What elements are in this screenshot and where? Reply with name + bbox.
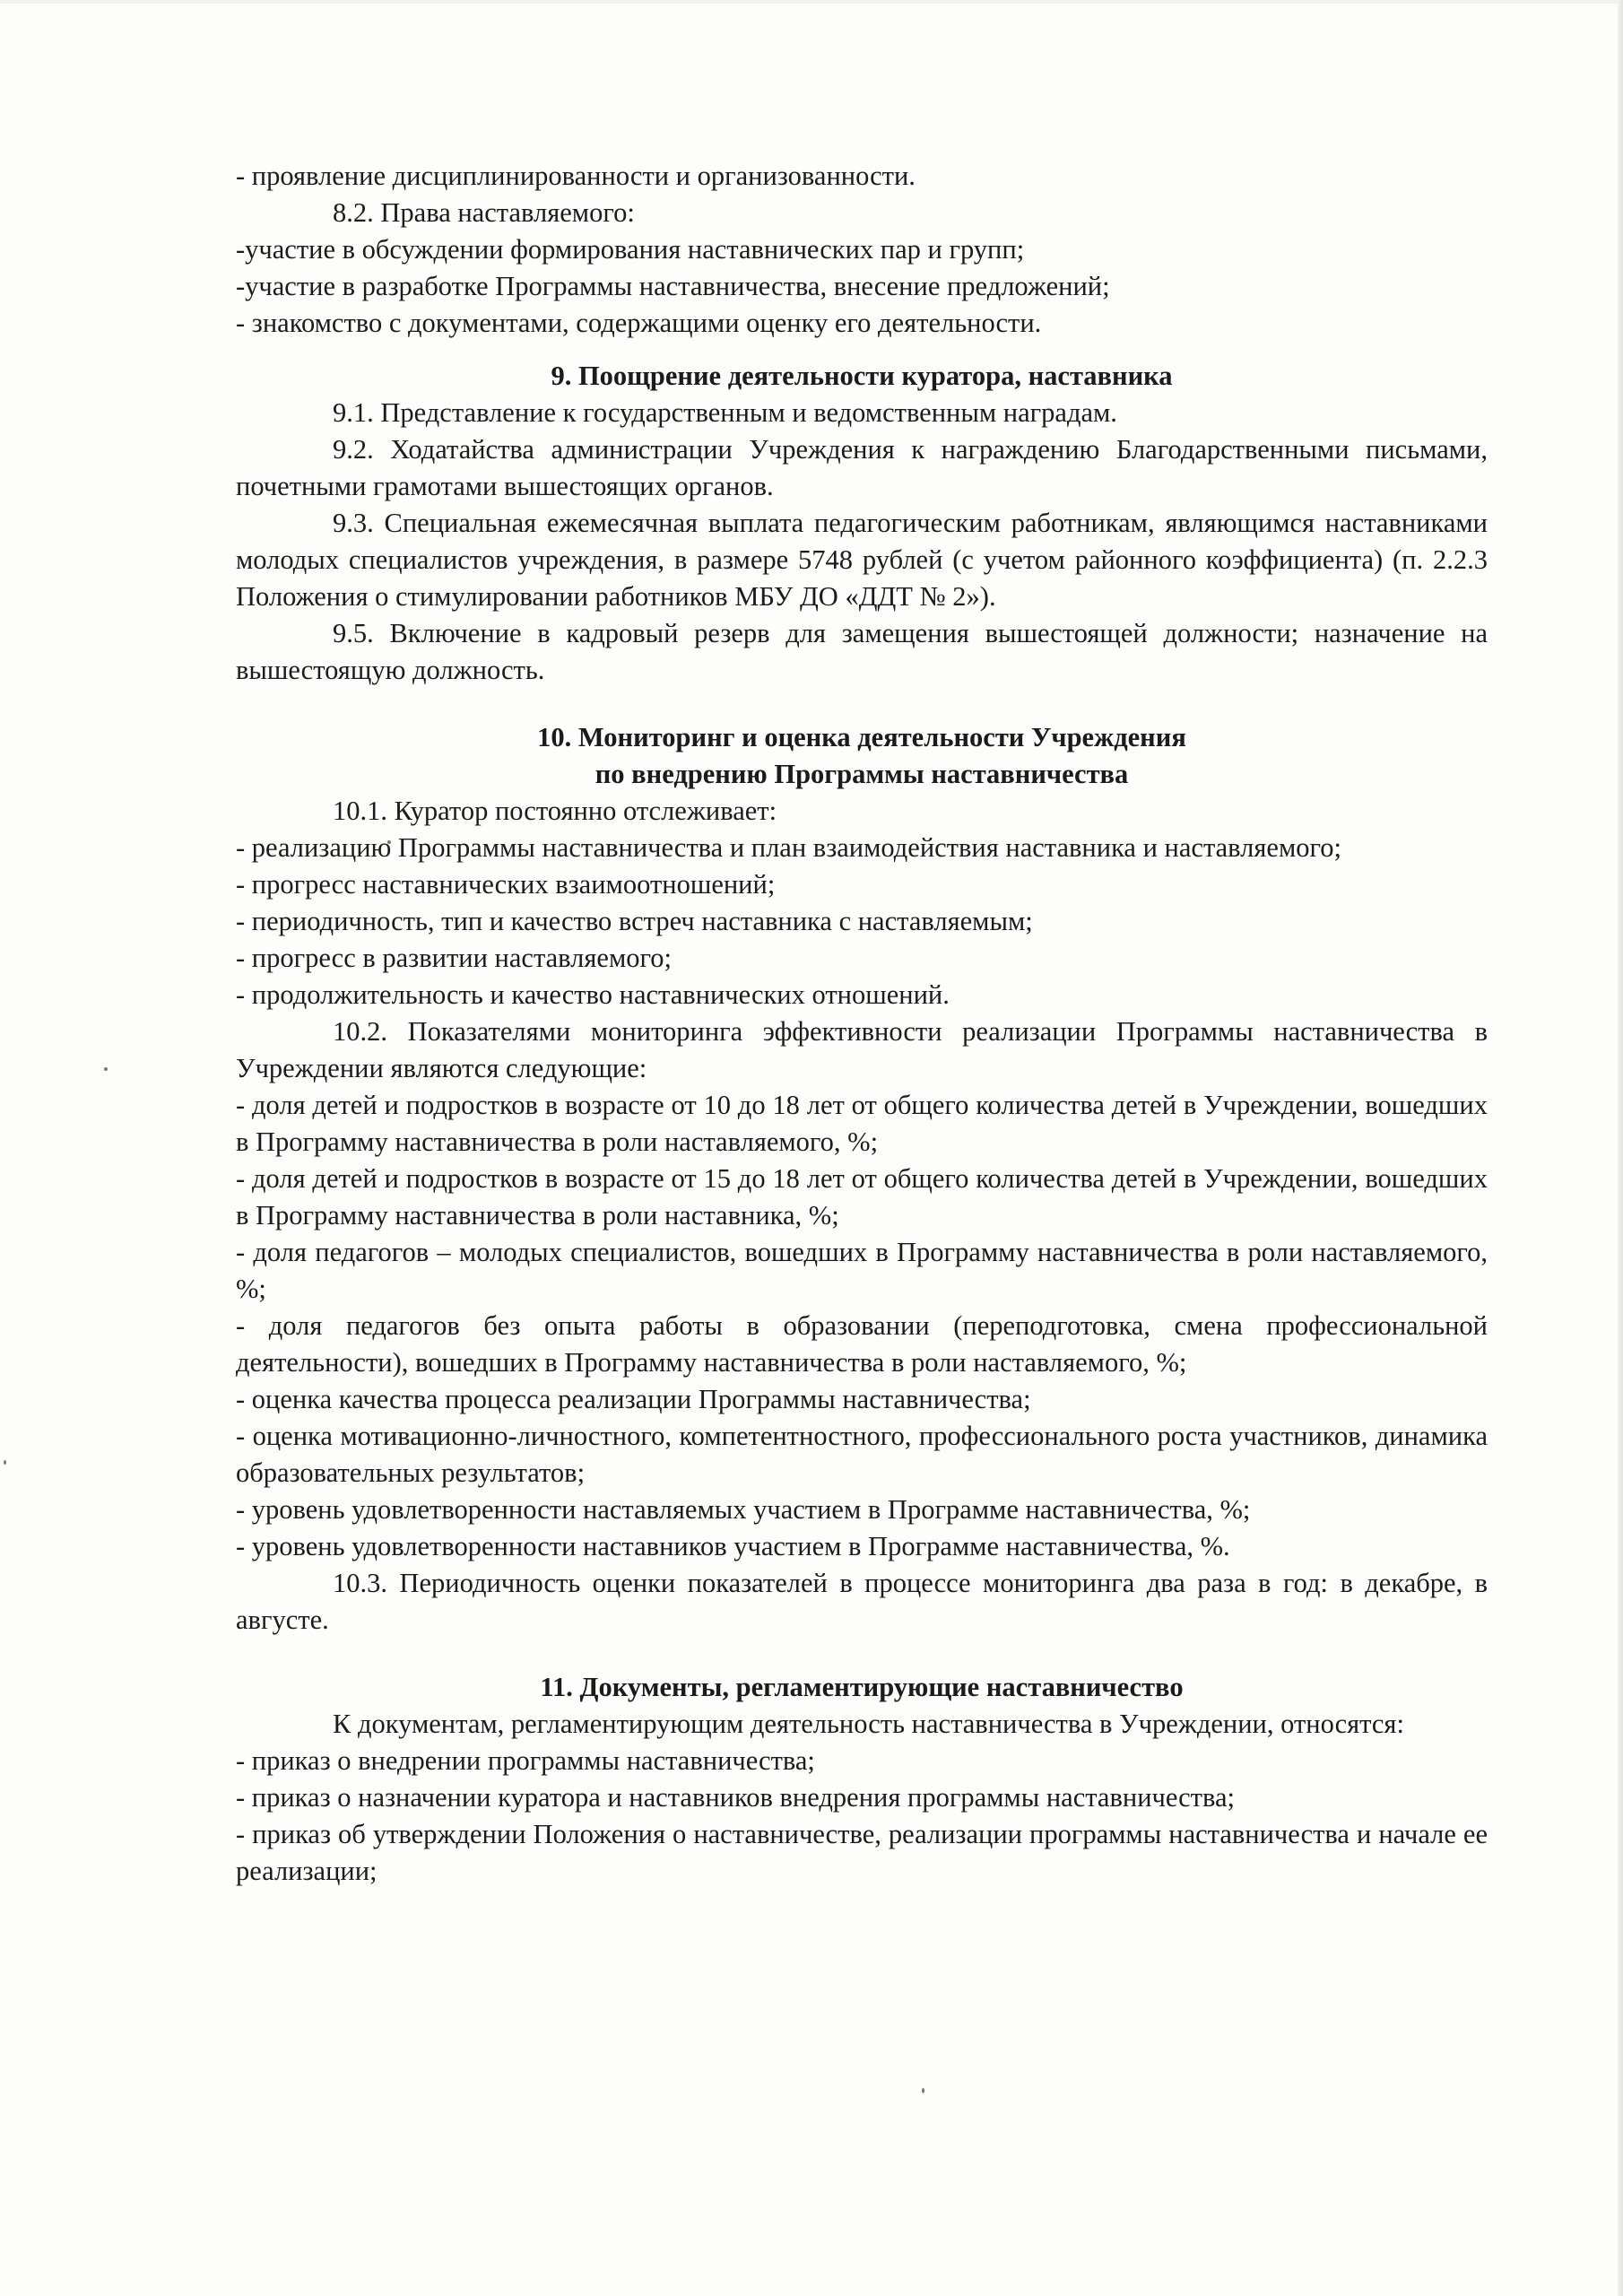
section-10-p1-title: 10.1. Куратор постоянно отслеживает: (333, 796, 777, 826)
section-11-heading: 11. Документы, регламентирующие наставничество (540, 1672, 1184, 1702)
indicator-item: - оценка качества процесса реализации Программы наставничества; (236, 1384, 1031, 1414)
section-10-heading-line2: по внедрению Программы наставничества (595, 759, 1129, 789)
section-9-p3: 9.3. Специальная ежемесячная выплата педагогическим работникам, являющимся наставниками молодых специалистов учреждения, в размере 5748 рублей (с учетом районного коэффициента) (п. 2.2.3 Положения о стимулировании работников МБУ ДО «ДДТ № 2»). (236, 508, 1488, 612)
document-body (236, 158, 1488, 1890)
scan-edge-top (0, 0, 1623, 4)
indicator-item: - доля педагогов – молодых специалистов, вошедших в Программу наставничества в роли наставляемого, %; (236, 1237, 1488, 1304)
section-9-p5: 9.5. Включение в кадровый резерв для замещения вышестоящей должности; назначение на вышестоящую должность. (236, 618, 1488, 685)
section-10-heading-line1: 10. Мониторинг и оценка деятельности Учреждения (537, 722, 1186, 752)
monitoring-item: - прогресс в развитии наставляемого; (236, 943, 672, 973)
indicator-item: - доля детей и подростков в возрасте от 10 до 18 лет от общего количества детей в Учреждении, вошедших в Программу наставничества в роли наставляемого, %; (236, 1090, 1488, 1157)
indicator-item: - доля педагогов без опыта работы в образовании (переподготовка, смена профессиональной деятельности), вошедших в Программу наставничества в роли наставляемого, %; (236, 1310, 1488, 1378)
document-item: - приказ о назначении куратора и наставников внедрения программы наставничества; (236, 1782, 1236, 1813)
section-9-heading: 9. Поощрение деятельности куратора, наставника (551, 361, 1173, 391)
section-10-p3: 10.3. Периодичность оценки показателей в процессе мониторинга два раза в год: в декабре, в августе. (236, 1568, 1488, 1635)
section-10-p2-title: 10.2. Показателями мониторинга эффективности реализации Программы наставничества в Учреждении являются следующие: (236, 1016, 1488, 1083)
rights-item: - знакомство с документами, содержащими оценку его деятельности. (236, 308, 1042, 338)
rights-title: 8.2. Права наставляемого: (333, 197, 635, 228)
section-9-p2: 9.2. Ходатайства администрации Учреждения к награждению Благодарственными письмами, почетными грамотами вышестоящих органов. (236, 434, 1488, 501)
indicator-item: - доля детей и подростков в возрасте от 15 до 18 лет от общего количества детей в Учреждении, вошедших в Программу наставничества в роли наставника, %; (236, 1163, 1488, 1231)
section-9-p1: 9.1. Представление к государственным и ведомственным наградам. (333, 397, 1117, 428)
monitoring-item: - реализацию Программы наставничества и план взаимодействия наставника и наставляемого; (236, 832, 1341, 863)
discipline-item: - проявление дисциплинированности и организованности. (236, 161, 916, 191)
indicator-item: - уровень удовлетворенности наставляемых участием в Программе наставничества, %; (236, 1494, 1251, 1525)
section-11-intro: К документам, регламентирующим деятельность наставничества в Учреждении, относятся: (333, 1709, 1404, 1739)
document-item: - приказ об утверждении Положения о наставничестве, реализации программы наставничества и начале ее реализации; (236, 1819, 1488, 1886)
scan-speck (922, 2088, 924, 2093)
indicator-item: - оценка мотивационно-личностного, компетентностного, профессионального роста участников, динамика образовательных результатов; (236, 1421, 1488, 1488)
scan-speck (4, 1460, 6, 1465)
rights-item: -участие в разработке Программы наставничества, внесение предложений; (236, 271, 1110, 301)
rights-item: -участие в обсуждении формирования наставнических пар и групп; (236, 234, 1025, 265)
scan-speck (104, 1067, 108, 1071)
document-item: - приказ о внедрении программы наставничества; (236, 1745, 815, 1776)
indicator-item: - уровень удовлетворенности наставников участием в Программе наставничества, %. (236, 1531, 1230, 1561)
monitoring-item: - периодичность, тип и качество встреч наставника с наставляемым; (236, 906, 1033, 936)
monitoring-item: - продолжительность и качество наставнических отношений. (236, 979, 950, 1010)
scan-edge-right (1618, 0, 1623, 2296)
monitoring-item: - прогресс наставнических взаимоотношений; (236, 869, 776, 900)
